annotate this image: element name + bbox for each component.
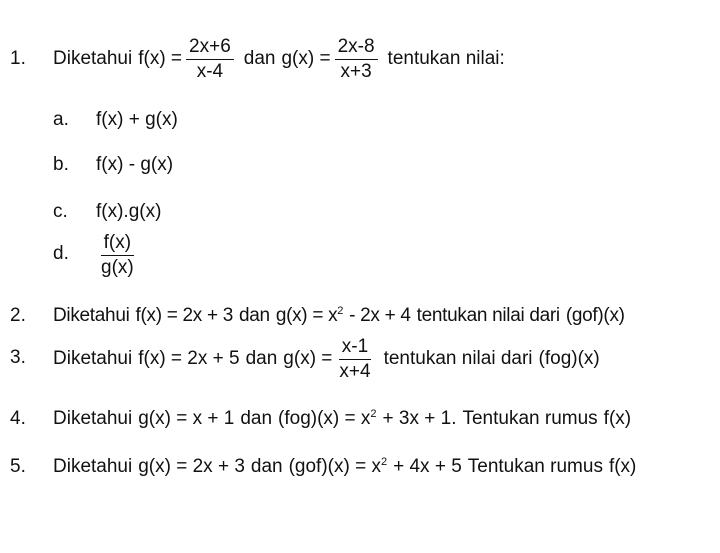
- fraction-denominator: g(x): [101, 256, 134, 278]
- question-number: 2.: [10, 305, 26, 326]
- fraction-f: [186, 37, 234, 82]
- question-body: [53, 332, 600, 386]
- target-function: f(x): [603, 408, 632, 429]
- fraction-denominator: x+4: [339, 360, 371, 382]
- function-f: f(x) = 2x + 3: [135, 305, 233, 326]
- composition-target: (fog)(x): [538, 348, 600, 369]
- fraction-f-over-g: [98, 233, 137, 278]
- fraction-numerator: 2x-8: [335, 37, 378, 60]
- task-text: Tentukan rumus: [467, 456, 603, 477]
- subitem-letter: a.: [53, 109, 69, 130]
- exponent: 2: [380, 456, 388, 468]
- and-word: dan: [243, 48, 276, 69]
- function-g-rest: - 2x + 4: [349, 305, 411, 326]
- question-body: [53, 305, 625, 327]
- fraction-g: [336, 337, 373, 382]
- subitem-letter: c.: [53, 201, 68, 222]
- known-label: Diketahui: [53, 305, 130, 326]
- subitem-expression: [94, 227, 141, 283]
- subitem-expression: f(x).g(x): [96, 201, 162, 222]
- question-number: 1.: [10, 48, 26, 69]
- fraction-numerator: f(x): [101, 233, 134, 256]
- question-number: 3.: [10, 347, 26, 368]
- composition-rest: + 4x + 5: [393, 456, 462, 477]
- fraction-denominator: x-4: [196, 60, 224, 82]
- known-label: Diketahui: [53, 456, 133, 477]
- task-text: Tentukan rumus: [462, 408, 598, 429]
- composition-equation: $(fog)(x) = x^2$: [278, 408, 377, 429]
- composition-target: (gof)(x): [565, 305, 625, 326]
- exponent: 2: [337, 305, 344, 317]
- question-body: [53, 408, 631, 430]
- composition-equation: $(gof)(x) = x^2$: [288, 456, 388, 477]
- target-function: f(x): [608, 456, 637, 477]
- function-g: g(x) = x + 1: [138, 408, 235, 429]
- known-label: Diketahui: [53, 408, 133, 429]
- function-g: g(x) = 2x + 3: [138, 456, 245, 477]
- subitem-letter: b.: [53, 154, 69, 175]
- exponent: 2: [370, 408, 377, 420]
- question-body: [53, 30, 505, 88]
- and-word: dan: [239, 305, 270, 326]
- known-label: Diketahui: [53, 48, 133, 69]
- fraction-g: [335, 37, 378, 82]
- question-number: 5.: [10, 456, 26, 477]
- subitem-letter: d.: [53, 243, 69, 264]
- question-number: 4.: [10, 408, 26, 429]
- function-g-lhs: g(x) =: [283, 348, 333, 369]
- known-label: Diketahui: [53, 348, 133, 369]
- fraction-denominator: x+3: [340, 60, 372, 82]
- function-g-lhs: g(x) =: [281, 48, 331, 69]
- and-word: dan: [245, 348, 278, 369]
- composition-rest: + 3x + 1.: [382, 408, 457, 429]
- function-f-lhs: f(x) =: [138, 48, 183, 69]
- subitem-expression: f(x) + g(x): [96, 109, 178, 130]
- and-word: dan: [240, 408, 273, 429]
- subitem-expression: f(x) - g(x): [96, 154, 174, 175]
- task-text: tentukan nilai dari: [383, 348, 533, 369]
- question-body: [53, 456, 636, 478]
- and-word: dan: [250, 456, 283, 477]
- function-g: $g(x) = x^2$: [275, 305, 344, 326]
- fraction-numerator: x-1: [339, 337, 371, 360]
- function-f: f(x) = 2x + 5: [138, 348, 240, 369]
- task-text: tentukan nilai dari: [416, 305, 560, 326]
- task-text: tentukan nilai:: [387, 48, 505, 69]
- fraction-numerator: 2x+6: [186, 37, 234, 60]
